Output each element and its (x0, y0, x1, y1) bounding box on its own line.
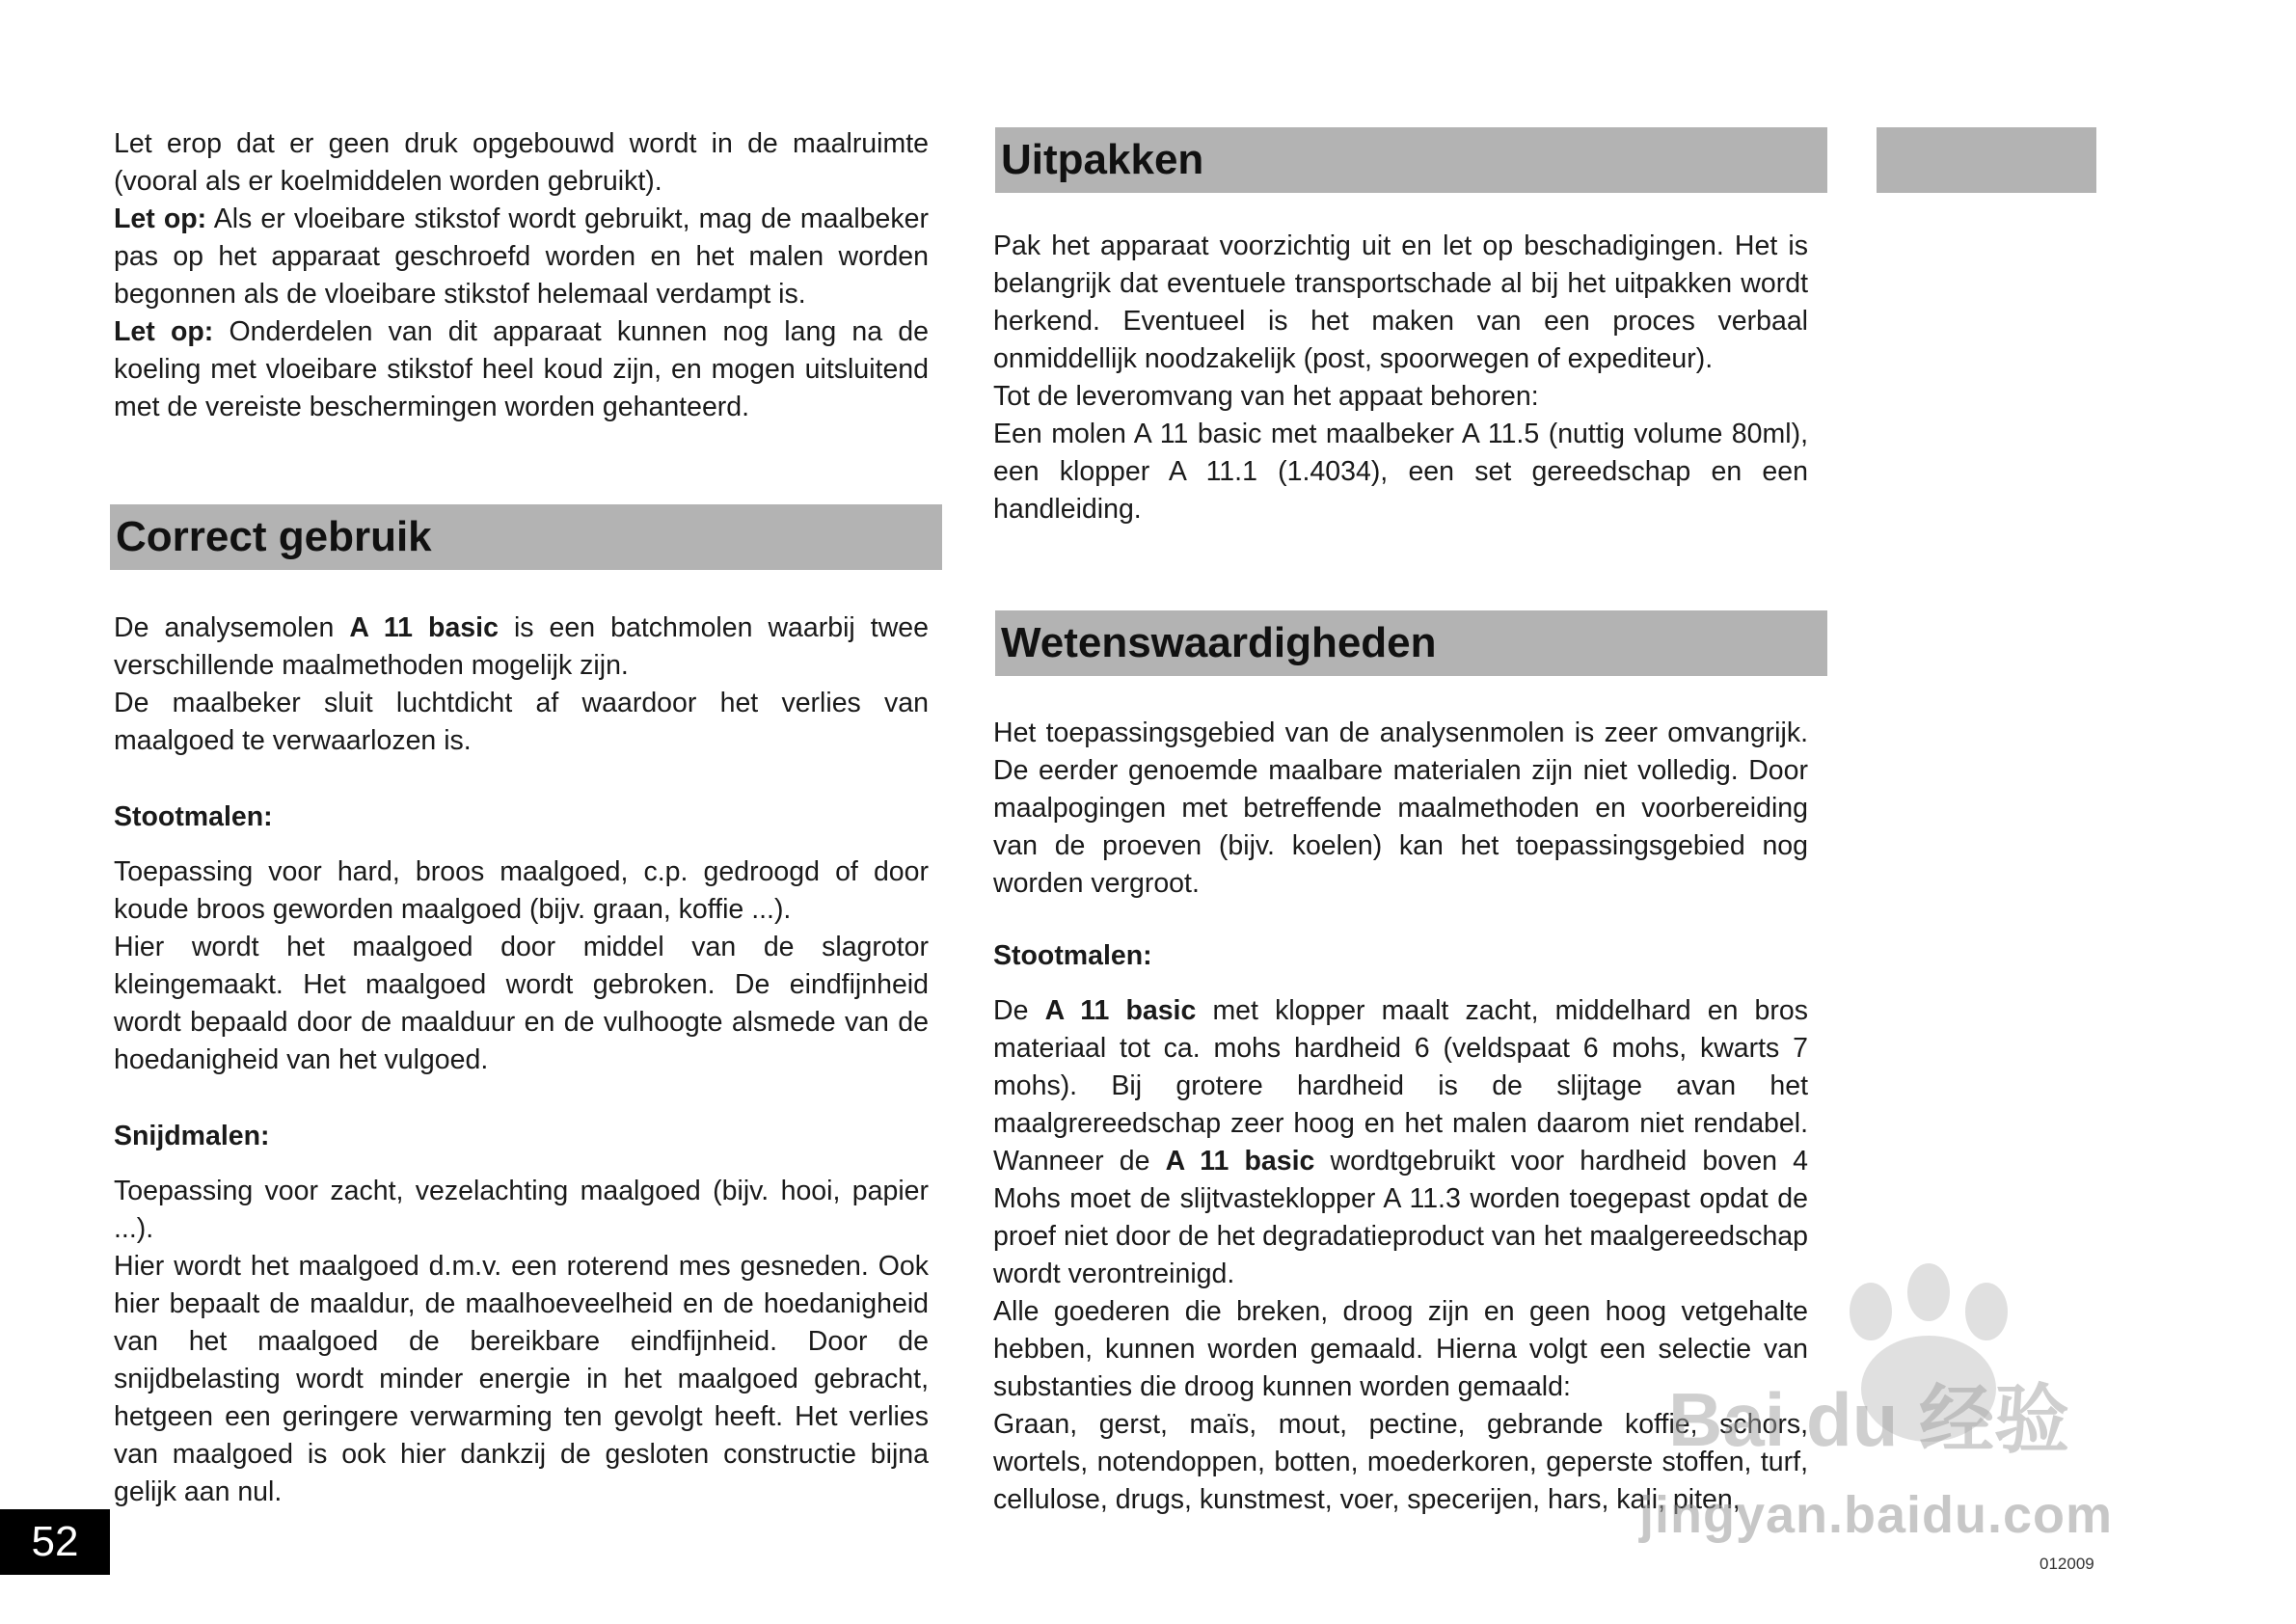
text-run: is een batchmolen waarbij twee verschillende maalmethoden mogelijk zijn. (114, 612, 929, 681)
grey-tab-marker (1877, 127, 2096, 193)
page-number: 52 (0, 1509, 110, 1575)
text-run: wordtgebruikt voor hardheid boven 4 Mohs moet de slijtvasteklopper A 11.3 worden toegepast opdat de proef niet door de het degradatieproduct van het maalgereedschap wordt verontreinigd. (993, 1146, 1809, 1289)
intro-paragraph-3 (114, 313, 929, 426)
correct-gebruik-body (114, 609, 929, 1511)
subheading-snijdmalen: Snijdmalen: (114, 1121, 270, 1151)
uitpakken-body (993, 228, 1808, 528)
stootmalen-right-paragraph-2: Alle goederen die breken, droog zijn en geen hoog vetgehalte hebben, kunnen worden gemaald. Hierna volgt een selectie van substanties die droog kunnen worden gemaald: (993, 1296, 1808, 1402)
intro-paragraph-1: Let erop dat er geen druk opgebouwd wordt in de maalruimte (vooral als er koelmiddelen worden gebruikt). (114, 128, 929, 197)
note-text: Als er vloeibare stikstof wordt gebruikt, mag de maalbeker pas op het apparaat geschroefd worden en het malen worden begonnen als de vloeibare stikstof helemaal verdampt is. (114, 203, 929, 310)
product-name: A 11 basic (1165, 1146, 1315, 1177)
stootmalen-right-paragraph-1 (993, 992, 1808, 1293)
note-text: Onderdelen van dit apparaat kunnen nog lang na de koeling met vloeibare stikstof heel koud zijn, en mogen uitsluitend met de vereiste beschermingen worden gehanteerd. (114, 316, 930, 422)
snijdmalen-paragraph-2: Hier wordt het maalgoed d.m.v. een roterend mes gesneden. Ook hier bepaalt de maaldur, de maalhoeveelheid en de hoedanigheid van het maalgoed de bereikbare eindfijnheid. Door de snijdbelasting wordt minder energie in het maalgoed gebracht, hetgeen een geringere verwarming ten gevolgt heeft. Het verlies van maalgoed is ook hier dankzij de gesloten constructie bijna gelijk aan nul. (114, 1251, 929, 1507)
product-name: A 11 basic (1044, 995, 1197, 1026)
subheading-stootmalen: Stootmalen: (114, 801, 273, 832)
stootmalen-right-paragraph-3: Graan, gerst, maïs, mout, pectine, gebrande koffie, schors, wortels, notendoppen, botten, moederkoren, geperste stoffen, turf, cellulose, drugs, kunstmest, voer, specerijen, hars, kali, piten, (993, 1409, 1808, 1515)
document-code: 012009 (2039, 1555, 2094, 1573)
snijdmalen-paragraph-1: Toepassing voor zacht, vezelachting maalgoed (bijv. hooi, papier ...). (114, 1176, 929, 1244)
subheading-stootmalen-right: Stootmalen: (993, 940, 1152, 971)
text-run: met klopper maalt zacht, middelhard en bros materiaal tot ca. mohs hardheid 6 (veldspaat 6 mohs, kwarts 7 mohs). Bij grotere hardheid is de slijtage avan het maalgrereedschap zeer hoog en het malen daarom niet rendabel. Wanneer de (993, 995, 1808, 1177)
uitpakken-paragraph-3: Een molen A 11 basic met maalbeker A 11.5 (nuttig volume 80ml), een klopper A 11.1 (1.4034), een set gereedschap en een handleiding. (993, 419, 1808, 525)
watermark-url: jingyan.baidu.com (1639, 1486, 2114, 1544)
uitpakken-paragraph-2: Tot de leveromvang van het appaat behoren: (993, 381, 1539, 412)
uitpakken-paragraph-1: Pak het apparaat voorzichtig uit en let op beschadigingen. Het is belangrijk dat eventuele transportschade al bij het uitpakken wordt herkend. Eventueel is het maken van een proces verbaal onmiddellijk noodzakelijk (post, spoorwegen of expediteur). (993, 230, 1808, 374)
text-run: De analysemolen (114, 612, 350, 643)
correct-paragraph-2: De maalbeker sluit luchtdicht af waardoor het verlies van maalgoed te verwaarlozen is. (114, 688, 929, 756)
note-label: Let op: (114, 316, 214, 347)
left-column (114, 125, 929, 426)
watermark-brand: Bai du 经验 (1668, 1377, 2070, 1462)
correct-paragraph-1 (114, 609, 929, 685)
section-heading-correct-gebruik: Correct gebruik (110, 504, 942, 570)
section-heading-wetenswaardigheden: Wetenswaardigheden (995, 610, 1827, 676)
product-name: A 11 basic (349, 612, 499, 643)
section-heading-uitpakken: Uitpakken (995, 127, 1827, 193)
wetenswaardigheden-paragraph-1: Het toepassingsgebied van de analysenmolen is zeer omvangrijk. De eerder genoemde maalbare materialen zijn niet volledig. Door maalpogingen met betreffende maalmethoden en voorbereiding van de proeven (bijv. koelen) kan het toepassingsgebied nog worden vergroot. (993, 717, 1808, 899)
stootmalen-paragraph-2: Hier wordt het maalgoed door middel van de slagrotor kleingemaakt. Het maalgoed wordt gebroken. De eindfijnheid wordt bepaald door de maalduur en de vulhoogte alsmede van de hoedanigheid van het vulgoed. (114, 932, 929, 1075)
intro-paragraph-2 (114, 201, 929, 313)
stootmalen-paragraph-1: Toepassing voor hard, broos maalgoed, c.p. gedroogd of door koude broos geworden maalgoed (bijv. graan, koffie ...). (114, 856, 929, 925)
text-run: De (993, 995, 1045, 1026)
note-label: Let op: (114, 203, 207, 234)
